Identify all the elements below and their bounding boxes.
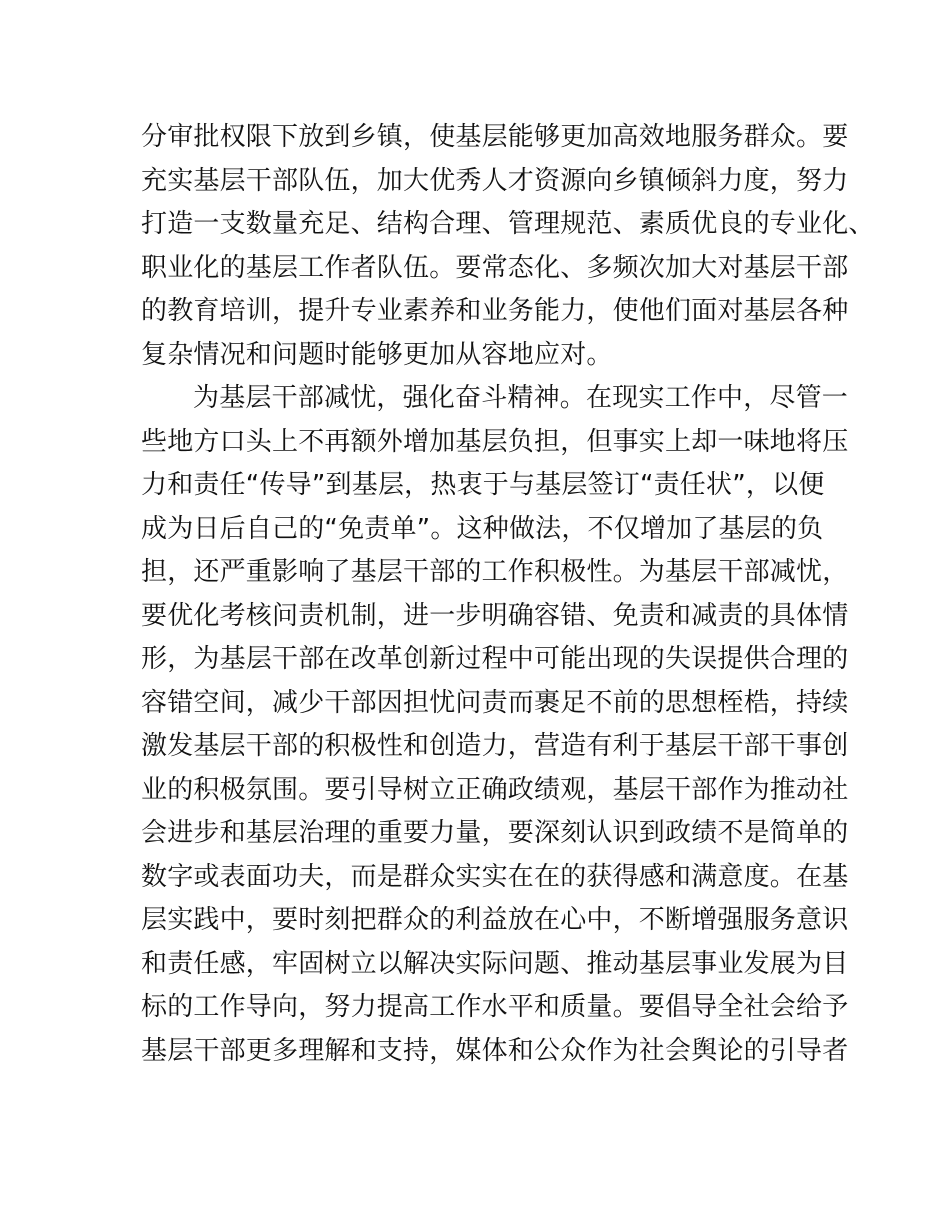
text-line: 分审批权限下放到乡镇，使基层能够更加高效地服务群众。要: [141, 122, 849, 152]
text-line: 和责任感，牢固树立以解决实际问题、推动基层事业发展为目: [141, 948, 849, 979]
text-line: 充实基层干部队伍，加大优秀人才资源向乡镇倾斜力度，努力: [141, 165, 849, 196]
document-body: [141, 116, 875, 1073]
text-line: 形，为基层干部在改革创新过程中可能出现的失误提供合理的: [141, 644, 849, 674]
text-line: 要优化考核问责机制，进一步明确容错、免责和减责的具体情: [141, 600, 849, 631]
paragraph-1: [141, 116, 875, 377]
text-line: 业的积极氛围。要引导树立正确政绩观，基层干部作为推动社: [141, 774, 849, 805]
text-line: 数字或表面功夫，而是群众实实在在的获得感和满意度。在基: [141, 861, 849, 892]
text-line: 成为日后自己的“免责单”。这种做法，不仅增加了基层的负: [141, 513, 824, 544]
text-line: 的教育培训，提升专业素养和业务能力，使他们面对基层各种: [141, 296, 849, 326]
text-line: 力和责任“传导”到基层，热衷于与基层签订“责任状”，以便: [141, 470, 825, 500]
text-line: 基层干部更多理解和支持，媒体和公众作为社会舆论的引导者: [141, 1035, 849, 1066]
text-line: 会进步和基层治理的重要力量，要深刻认识到政绩不是简单的: [141, 818, 849, 848]
text-line: 标的工作导向，努力提高工作水平和质量。要倡导全社会给予: [141, 992, 849, 1022]
text-line: 些地方口头上不再额外增加基层负担，但事实上却一味地将压: [141, 426, 849, 457]
text-line: 打造一支数量充足、结构合理、管理规范、素质优良的专业化、: [141, 209, 875, 239]
text-line: 职业化的基层工作者队伍。要常态化、多频次加大对基层干部: [141, 252, 849, 283]
text-line: 层实践中，要时刻把群众的利益放在心中，不断增强服务意识: [141, 905, 849, 935]
text-line: 复杂情况和问题时能够更加从容地应对。: [141, 339, 613, 370]
text-line: 担，还严重影响了基层干部的工作积极性。为基层干部减忧，: [141, 557, 849, 587]
text-line: 激发基层干部的积极性和创造力，营造有利于基层干部干事创: [141, 731, 849, 761]
text-line: 容错空间，减少干部因担忧问责而裹足不前的思想桎梏，持续: [141, 687, 849, 718]
text-line: 为基层干部减忧，强化奋斗精神。在现实工作中，尽管一: [193, 383, 849, 413]
paragraph-2: [141, 377, 849, 1073]
